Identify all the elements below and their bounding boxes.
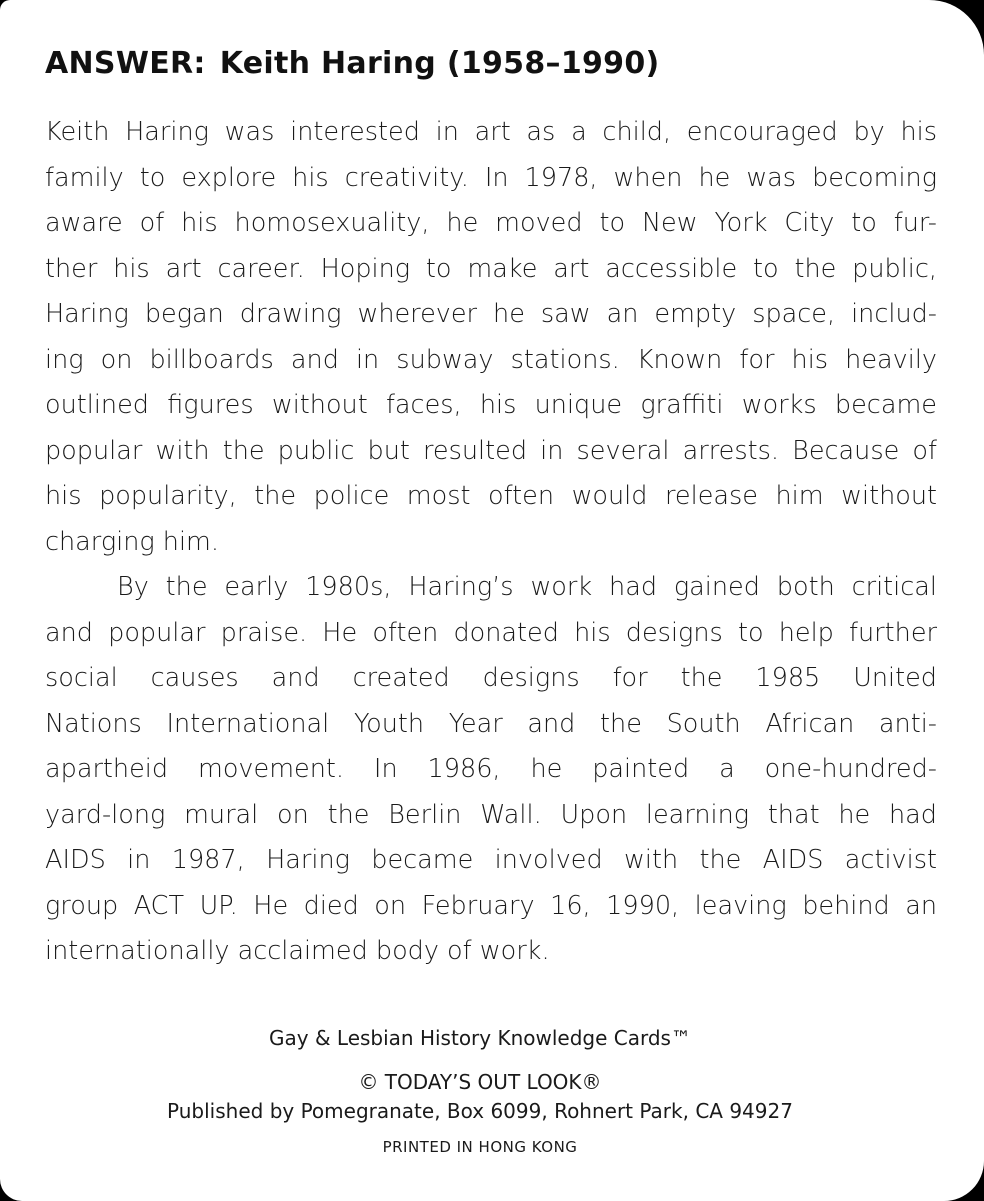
text-line: By the early 1980s, Haring’s work had gained both critical [117, 572, 937, 602]
answer-name: Keith Haring (1958–1990) [219, 46, 660, 81]
answer-label: ANSWER: [45, 46, 206, 81]
text-line: ther his art career. Hoping to make art accessible to the public, [45, 253, 937, 284]
biography-text [45, 110, 937, 975]
text-line: aware of his homosexuality, he moved to New York City to fur- [45, 208, 937, 238]
publisher: Published by Pomegranate, Box 6099, Rohnert Park, CA 94927 [167, 1099, 793, 1123]
text-line: internationally acclaimed body of work. [45, 936, 550, 966]
text-line: popular with the public but resulted in several arrests. Because of [45, 435, 937, 466]
text-line: group ACT UP. He died on February 16, 1990, leaving behind an [45, 890, 937, 921]
answer-heading [45, 46, 660, 81]
text-line: apartheid movement. In 1986, he painted a one-hundred- [45, 754, 937, 784]
series-name: Gay & Lesbian History Knowledge Cards™ [269, 1026, 691, 1050]
text-line: charging him. [45, 526, 219, 557]
copyright: © TODAY’S OUT LOOK® [358, 1070, 602, 1094]
text-line: Nations International Youth Year and the South African anti- [45, 708, 937, 739]
printed-in: PRINTED IN HONG KONG [382, 1138, 578, 1156]
text-line: yard-long mural on the Berlin Wall. Upon learning that he had [45, 799, 937, 830]
text-line: outlined figures without faces, his unique graffiti works became [45, 390, 937, 420]
text-line: AIDS in 1987, Haring became involved with the AIDS activist [45, 845, 937, 875]
text-line: social causes and created designs for the 1985 United [45, 663, 937, 693]
text-line: family to explore his creativity. In 1978, when he was becoming [45, 162, 937, 193]
text-line: and popular praise. He often donated his designs to help further [45, 617, 937, 648]
text-line: Haring began drawing wherever he saw an empty space, includ- [45, 299, 937, 329]
text-line: his popularity, the police most often would release him without [45, 481, 937, 511]
text-line: ing on billboards and in subway stations. Known for his heavily [45, 344, 937, 375]
text-line: Keith Haring was interested in art as a child, encouraged by his [45, 117, 937, 147]
